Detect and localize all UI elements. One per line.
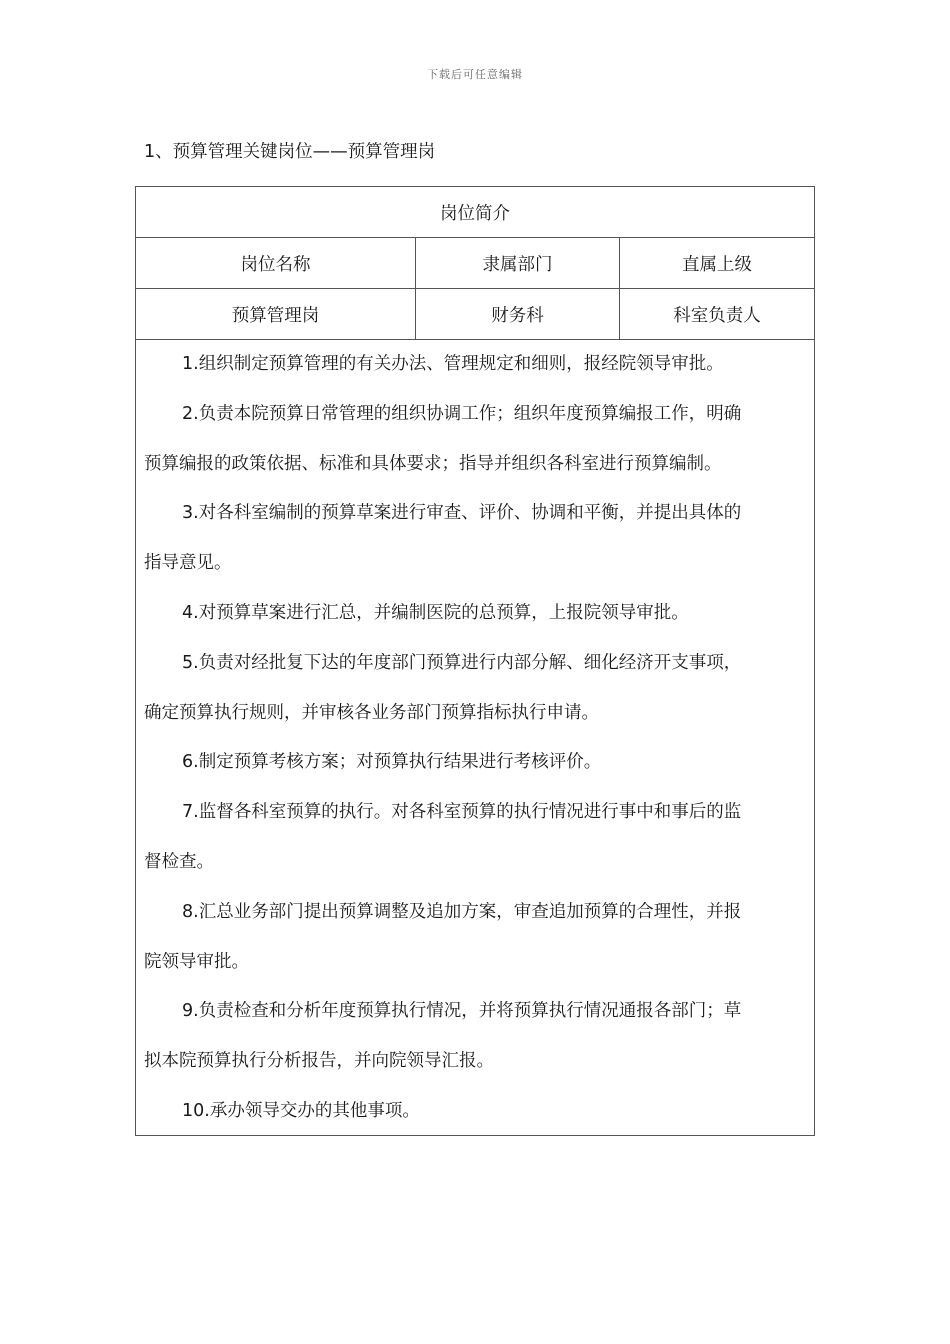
value-supervisor: 科室负责人 — [673, 305, 761, 326]
table-row-values — [136, 289, 814, 340]
table-row-headers — [136, 238, 814, 289]
duty-line: 4.对预算草案进行汇总，并编制医院的总预算，上报院领导审批。 — [182, 602, 689, 623]
header-supervisor: 直属上级 — [682, 254, 752, 275]
duty-line: 6.制定预算考核方案；对预算执行结果进行考核评价。 — [182, 752, 602, 773]
header-note: 下载后可任意编辑 — [427, 68, 523, 81]
duty-line: 9.负责检查和分析年度预算执行情况，并将预算执行情况通报各部门；草 — [182, 1001, 742, 1022]
duty-line: 指导意见。 — [144, 553, 232, 574]
duty-line: 拟本院预算执行分析报告，并向院领导汇报。 — [144, 1051, 494, 1072]
value-position-name: 预算管理岗 — [136, 289, 416, 339]
header-department: 隶属部门 — [416, 238, 620, 288]
duty-line: 3.对各科室编制的预算草案进行审查、评价、协调和平衡，并提出具体的 — [182, 503, 742, 524]
section-title: 1、预算管理关键岗位——预算管理岗 — [144, 142, 436, 162]
duty-line: 1.组织制定预算管理的有关办法、管理规定和细则，报经院领导审批。 — [182, 354, 724, 374]
duties-cell — [136, 340, 814, 1137]
duty-line: 7.监督各科室预算的执行。对各科室预算的执行情况进行事中和事后的监 — [182, 802, 742, 823]
intro-label: 岗位简介 — [440, 203, 510, 224]
duty-line: 10.承办领导交办的其他事项。 — [182, 1100, 420, 1121]
duty-line: 院领导审批。 — [144, 951, 249, 972]
duty-line: 8.汇总业务部门提出预算调整及追加方案，审查追加预算的合理性，并报 — [182, 901, 742, 922]
header-position-name: 岗位名称 — [136, 238, 416, 288]
duty-line: 确定预算执行规则，并审核各业务部门预算指标执行申请。 — [144, 702, 599, 723]
duty-line: 督检查。 — [144, 851, 214, 872]
table-row-intro — [136, 187, 814, 238]
job-description-table — [135, 186, 815, 1136]
duty-line: 5.负责对经批复下达的年度部门预算进行内部分解、细化经济开支事项， — [182, 652, 742, 673]
value-department: 财务科 — [416, 289, 620, 339]
duty-line: 预算编报的政策依据、标准和具体要求；指导并组织各科室进行预算编制。 — [144, 453, 722, 474]
duty-line: 2.负责本院预算日常管理的组织协调工作；组织年度预算编报工作，明确 — [182, 403, 742, 424]
